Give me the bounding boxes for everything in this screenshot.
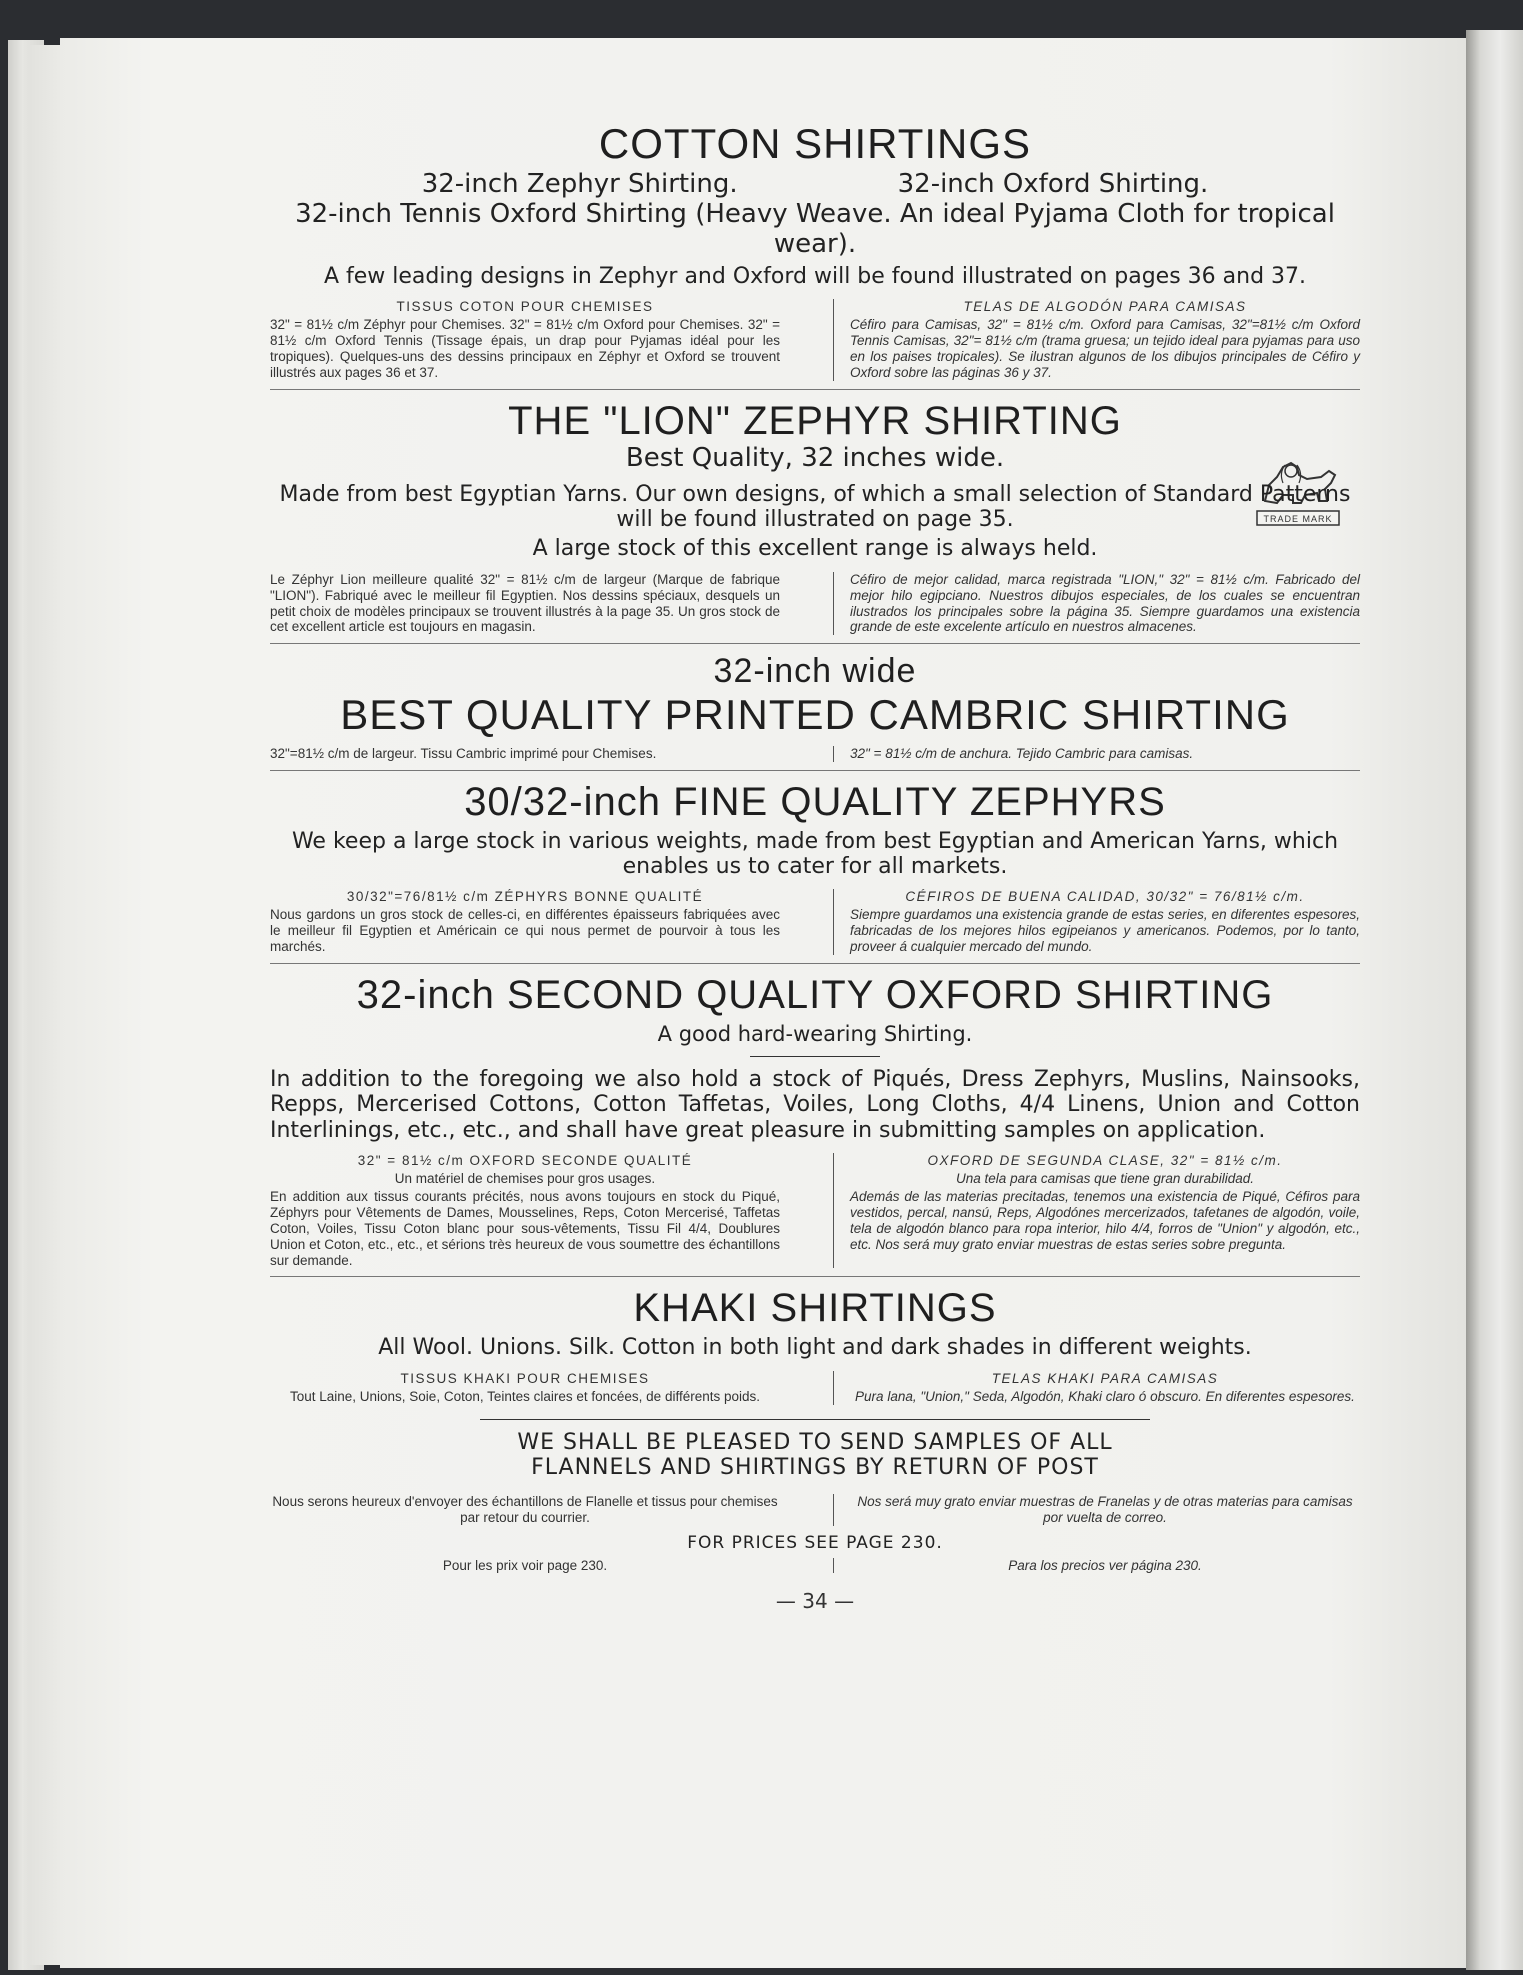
divider bbox=[270, 963, 1360, 964]
cotton-line3: A few leading designs in Zephyr and Oxford will be found illustrated on pages 36 and 37. bbox=[323, 263, 1307, 289]
oxford-spanish-head: OXFORD DE SEGUNDA CLASE, 32" = 81½ c/m. bbox=[927, 1152, 1283, 1168]
cotton-line2: 32-inch Tennis Oxford Shirting (Heavy Weave. An ideal Pyjama Cloth for tropical wear). bbox=[295, 199, 1335, 260]
cotton-line1 bbox=[270, 170, 1360, 200]
zephyrs-spanish-body: Siempre guardamos una existencia grande de estas series, en diferentes espesores, fabricadas de los mejores hilos egipeianos y americanos. Podemos, por lo tanto, proveer á cualquier mercado del mundo. bbox=[850, 907, 1360, 955]
oxford-shirting: 32-inch Oxford Shirting. bbox=[897, 169, 1209, 200]
cotton-spanish-body: Céfiro para Camisas, 32" = 81½ c/m. Oxford para Camisas, 32"=81½ c/m Oxford Tennis Camisas, 32"= 81½ c/m (trama gruesa; un tejido ideal para pyjamas para uso en los paises tropicales). Se ilustran algunos de los dibujos principales de Céfiro y Oxford sobre las páginas 36 y 37. bbox=[850, 317, 1360, 380]
samples-translations bbox=[270, 1494, 1360, 1526]
zephyrs-french-body: Nous gardons un gros stock de celles-ci, en différentes épaisseurs fabriquées avec le meilleur fil Egyptien et Américain ce qui nous permet de pourvoir à tous les marchés. bbox=[270, 907, 780, 955]
lion-sub: Best Quality, 32 inches wide. bbox=[625, 442, 1005, 473]
khaki-spanish-head: TELAS KHAKI PARA CAMISAS bbox=[991, 1370, 1219, 1386]
cotton-spanish bbox=[833, 299, 1360, 381]
lion-french: Le Zéphyr Lion meilleure qualité 32" = 81½ c/m de largeur (Marque de fabrique "LION"). Fabriqué avec le meilleur fil Egyptien. Nos dessins spéciaux, desquels un petit choix de modèles principaux se trouvent illustrés à la page 35. Un gros stock de cet excellent article est toujours en magasin. bbox=[270, 571, 780, 635]
samples-rule bbox=[480, 1419, 1150, 1420]
oxford-translations bbox=[270, 1153, 1360, 1268]
divider bbox=[270, 643, 1360, 644]
cotton-french-body: 32" = 81½ c/m Zéphyr pour Chemises. 32" = 81½ c/m Oxford pour Chemises. 32" = 81½ c/m Oxford Tennis (Tissage épais, un drap pour Pyjamas idéal pour les tropiques). Quelques-uns des dessins principaux en Zéphyr et Oxford se trouvent illustrés aux pages 36 et 37. bbox=[270, 317, 780, 380]
lion-line3: A large stock of this excellent range is always held. bbox=[532, 536, 1098, 562]
facing-page-edge bbox=[1466, 30, 1523, 1970]
cambric-title2: BEST QUALITY PRINTED CAMBRIC SHIRTING bbox=[340, 691, 1290, 739]
prices-spanish: Para los precios ver página 230. bbox=[833, 1558, 1360, 1574]
khaki-title: KHAKI SHIRTINGS bbox=[633, 1286, 997, 1331]
samples-spanish: Nos será muy grato enviar muestras de Franelas y de otras materias para camisas por vuelta de correo. bbox=[833, 1494, 1360, 1526]
zephyrs-spanish-head: CÉFIROS DE BUENA CALIDAD, 30/32" = 76/81½ c/m. bbox=[905, 889, 1305, 905]
divider bbox=[270, 389, 1360, 390]
lion-title: THE "LION" ZEPHYR SHIRTING bbox=[508, 398, 1122, 443]
oxford-paragraph: In addition to the foregoing we also hold a stock of Piqués, Dress Zephyrs, Muslins, Nainsooks, Repps, Mercerised Cottons, Cotton Taffetas, Voiles, Long Cloths, 4/4 Linens, Union and Cotton Interlinings, etc., etc., and shall have great pleasure in submitting samples on application. bbox=[270, 1067, 1360, 1143]
zephyrs-french-head: 30/32"=76/81½ c/m ZÉPHYRS BONNE QUALITÉ bbox=[346, 889, 704, 905]
oxford-french-sub: Un matériel de chemises pour gros usages. bbox=[394, 1170, 656, 1186]
khaki-french-head: TISSUS KHAKI POUR CHEMISES bbox=[400, 1370, 650, 1386]
zephyrs-translations bbox=[270, 889, 1360, 955]
prices-french: Pour les prix voir page 230. bbox=[442, 1557, 608, 1573]
samples-french: Nous serons heureux d'envoyer des échantillons de Flanelle et tissus pour chemises par retour du courrier. bbox=[272, 1494, 778, 1526]
oxford-spanish-sub: Una tela para camisas que tiene gran durabilidad. bbox=[956, 1170, 1254, 1186]
khaki-sub: All Wool. Unions. Silk. Cotton in both light and dark shades in different weights. bbox=[378, 1335, 1252, 1361]
lion-line2: Made from best Egyptian Yarns. Our own designs, of which a small selection of Standard Patterns will be found illustrated on page 35. bbox=[279, 481, 1351, 533]
short-divider bbox=[750, 1056, 880, 1057]
lion-spanish: Céfiro de mejor calidad, marca registrada "LION," 32" = 81½ c/m. Fabricado del mejor hilo egipciano. Nuestros dibujos especiales, de los cuales se encuentran ilustrados los principales sobre la página 35. Siempre guardamos una existencia grande de este excelente artículo en nuestros almacenes. bbox=[833, 572, 1360, 636]
page-content bbox=[270, 120, 1360, 1613]
zephyrs-spanish bbox=[833, 889, 1360, 955]
samples-line2: FLANNELS AND SHIRTINGS BY RETURN OF POST bbox=[531, 1454, 1099, 1480]
samples-line1: WE SHALL BE PLEASED TO SEND SAMPLES OF ALL bbox=[517, 1429, 1113, 1455]
zephyrs-french bbox=[270, 889, 796, 955]
cotton-spanish-head: TELAS DE ALGODÓN PARA CAMISAS bbox=[963, 299, 1247, 315]
khaki-spanish-body: Pura lana, "Union," Seda, Algodón, Khaki claro ó obscuro. En diferentes espesores. bbox=[855, 1388, 1355, 1404]
oxford-sub: A good hard-wearing Shirting. bbox=[657, 1021, 973, 1046]
page-number: — 34 — bbox=[775, 1589, 855, 1614]
trade-mark-label: TRADE MARK bbox=[1263, 514, 1333, 524]
prices-note: FOR PRICES SEE PAGE 230. bbox=[687, 1533, 943, 1553]
prices-translations bbox=[270, 1558, 1360, 1574]
oxford-title: 32-inch SECOND QUALITY OXFORD SHIRTING bbox=[356, 972, 1274, 1017]
lion-translations bbox=[270, 572, 1360, 636]
khaki-french-body: Tout Laine, Unions, Soie, Coton, Teintes claires et foncées, de différents poids. bbox=[289, 1388, 761, 1404]
oxford-french bbox=[270, 1153, 796, 1268]
khaki-spanish bbox=[833, 1371, 1360, 1405]
cotton-french bbox=[270, 299, 796, 381]
cambric-french: 32"=81½ c/m de largeur. Tissu Cambric imprimé pour Chemises. bbox=[270, 745, 657, 761]
zephyrs-sub: We keep a large stock in various weights, made from best Egyptian and American Yarns, which enables us to cater for all markets. bbox=[291, 828, 1339, 879]
oxford-french-head: 32" = 81½ c/m OXFORD SECONDE QUALITÉ bbox=[357, 1152, 693, 1168]
divider bbox=[270, 770, 1360, 771]
divider bbox=[270, 1276, 1360, 1277]
oxford-spanish-body: Además de las materias precitadas, tenemos una existencia de Piqué, Céfiros para vestidos, percal, nansú, Reps, Algodónes mercerizados, tafetanes de algodón, voile, tela de algodón blanco para ropa interior, hilo 4/4, forros de "Union" y algodón, etc., etc. Nos será muy grato enviar muestras de estas series sobre pregunta. bbox=[850, 1188, 1360, 1252]
cotton-french-head: TISSUS COTON POUR CHEMISES bbox=[396, 299, 654, 315]
khaki-translations bbox=[270, 1371, 1360, 1405]
cotton-translations bbox=[270, 299, 1360, 381]
zephyr-shirting: 32-inch Zephyr Shirting. bbox=[421, 169, 738, 200]
cambric-translations bbox=[270, 746, 1360, 762]
oxford-spanish bbox=[833, 1153, 1360, 1268]
cambric-spanish: 32" = 81½ c/m de anchura. Tejido Cambric para camisas. bbox=[833, 746, 1360, 762]
cotton-title: COTTON SHIRTINGS bbox=[598, 120, 1032, 167]
cambric-title1: 32-inch wide bbox=[713, 652, 917, 691]
khaki-french bbox=[270, 1371, 796, 1405]
oxford-french-body: En addition aux tissus courants précités, nous avons toujours en stock du Piqué, Zéphyrs pour Vêtements de Dames, Mousselines, Reps, Coton Mercerisé, Taffetas Coton, Voiles, Tissu Coton blanc pour sous-vêtements, Tissu Fil 4/4, Doublures Union et Coton, etc., etc., et sérions très heureux de vous soumettre des échantillons sur demande. bbox=[270, 1188, 780, 1268]
zephyrs-title: 30/32-inch FINE QUALITY ZEPHYRS bbox=[464, 779, 1166, 824]
